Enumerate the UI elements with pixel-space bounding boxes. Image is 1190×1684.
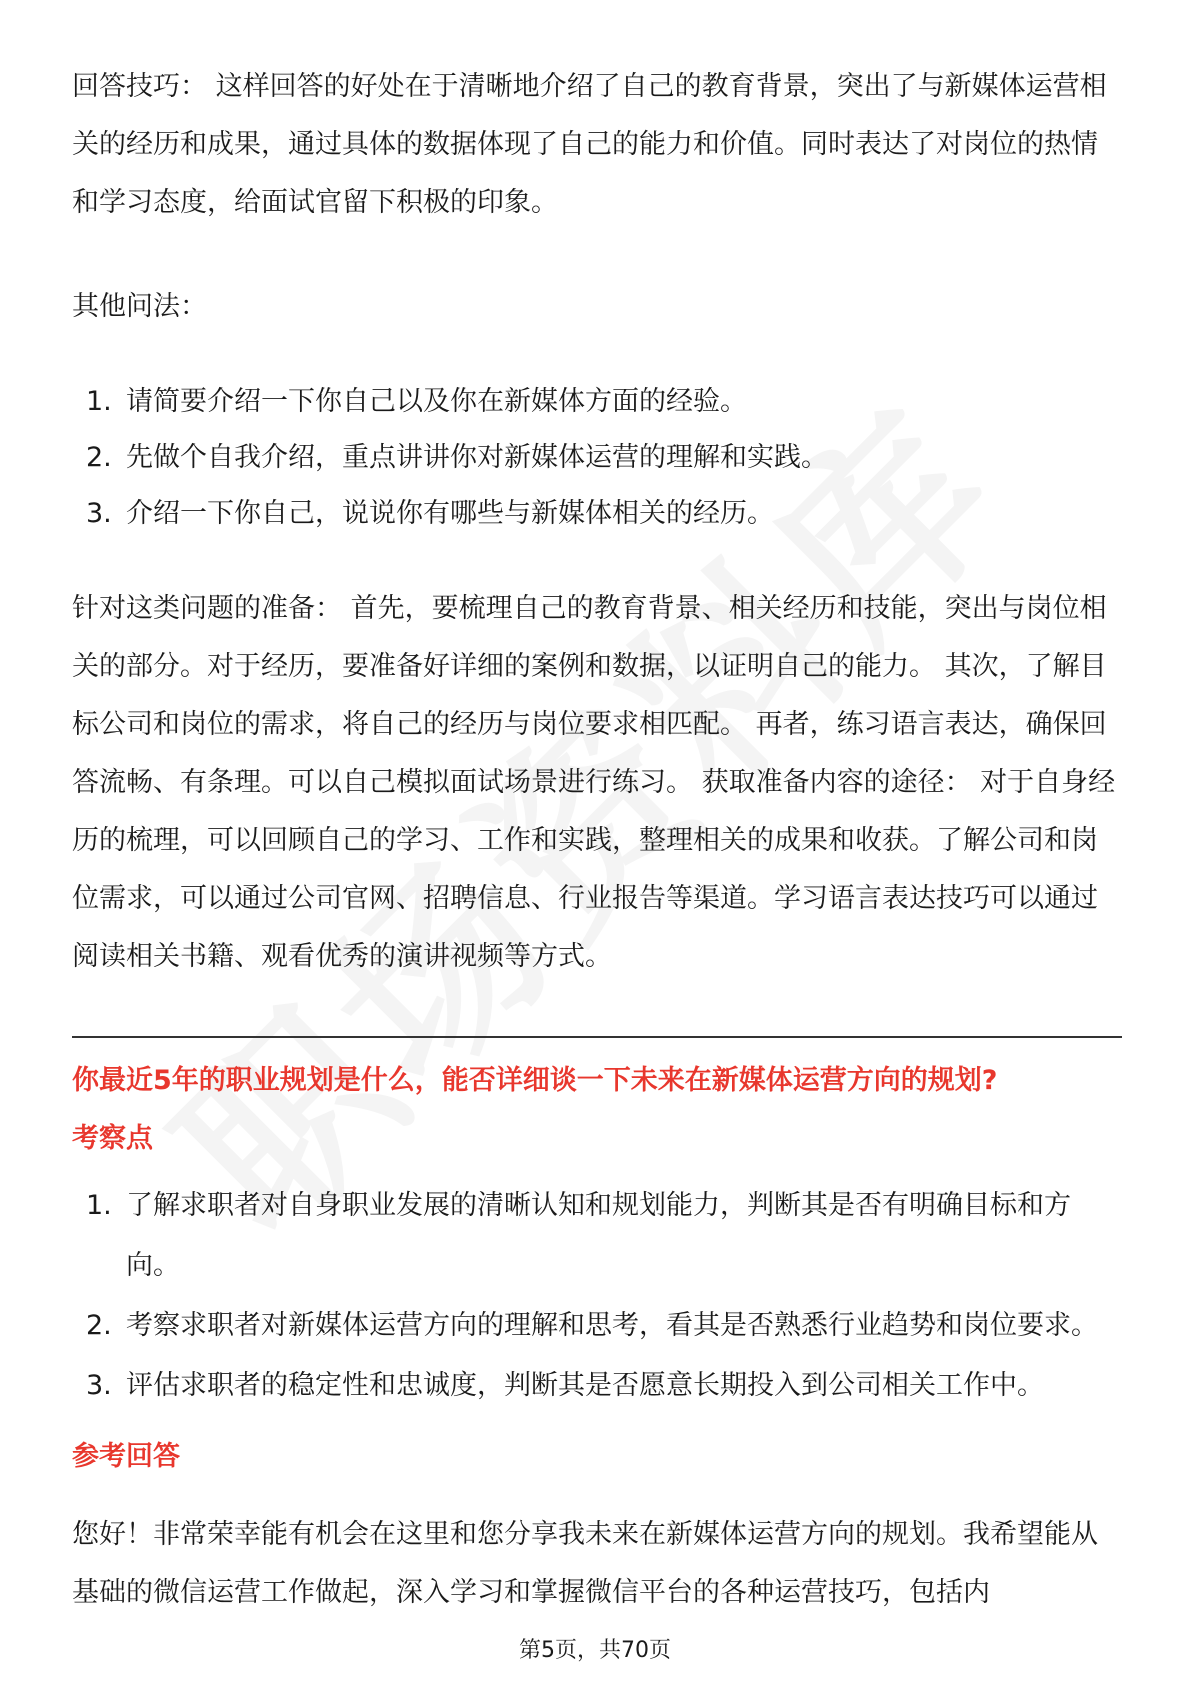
list-item (72, 486, 1122, 542)
list-number: 2. (86, 442, 112, 473)
list-item (72, 374, 1122, 430)
list-item (72, 1176, 1122, 1296)
list-number: 2. (86, 1310, 112, 1341)
reference-answer-text: 您好！非常荣幸能有机会在这里和您分享我未来在新媒体运营方向的规划。我希望能从基础的微信运营工作做起，深入学习和掌握微信平台的各种运营技巧，包括内 (72, 1519, 1098, 1608)
list-number: 1. (86, 1190, 112, 1221)
interview-question: 你最近5年的职业规划是什么，能否详细谈一下未来在新媒体运营方向的规划? (72, 1065, 998, 1096)
list-item-text: 考察求职者对新媒体运营方向的理解和思考，看其是否熟悉行业趋势和岗位要求。 (126, 1310, 1098, 1341)
list-item-text: 了解求职者对自身职业发展的清晰认知和规划能力，判断其是否有明确目标和方向。 (126, 1190, 1071, 1281)
other-questions-heading: 其他问法： (72, 291, 207, 322)
list-item-text: 先做个自我介绍，重点讲讲你对新媒体运营的理解和实践。 (126, 442, 828, 473)
list-number: 3. (86, 1370, 112, 1401)
reference-answer-heading: 参考回答 (72, 1441, 180, 1472)
section-divider (72, 1036, 1122, 1038)
page-content (72, 58, 1122, 1622)
list-item-text: 请简要介绍一下你自己以及你在新媒体方面的经验。 (126, 386, 747, 417)
list-number: 1. (86, 386, 112, 417)
list-item (72, 1356, 1122, 1416)
preparation-paragraph: 针对这类问题的准备： 首先，要梳理自己的教育背景、相关经历和技能，突出与岗位相关的部分。对于经历，要准备好详细的案例和数据，以证明自己的能力。 其次，了解目标公司和岗位的需求，将自己的经历与岗位要求相匹配。 再者，练习语言表达，确保回答流畅、有条理。可以自己模拟面试场景进行练习。 获取准备内容的途径： 对于自身经历的梳理，可以回顾自己的学习、工作和实践，整理相关的成果和收获。了解公司和岗位需求，可以通过公司官网、招聘信息、行业报告等渠道。学习语言表达技巧可以通过阅读相关书籍、观看优秀的演讲视频等方式。 (72, 593, 1116, 972)
list-item (72, 1296, 1122, 1356)
list-item (72, 430, 1122, 486)
page-number: 第5页，共70页 (519, 1638, 671, 1663)
list-item-text: 介绍一下你自己，说说你有哪些与新媒体相关的经历。 (126, 498, 774, 529)
examination-list (72, 1176, 1122, 1416)
other-questions-list (72, 374, 1122, 542)
answer-tips-paragraph: 回答技巧： 这样回答的好处在于清晰地介绍了自己的教育背景，突出了与新媒体运营相关的经历和成果，通过具体的数据体现了自己的能力和价值。同时表达了对岗位的热情和学习态度，给面试官留下积极的印象。 (72, 71, 1107, 218)
list-number: 3. (86, 498, 112, 529)
examination-heading: 考察点 (72, 1123, 153, 1154)
list-item-text: 评估求职者的稳定性和忠诚度，判断其是否愿意长期投入到公司相关工作中。 (126, 1370, 1044, 1401)
